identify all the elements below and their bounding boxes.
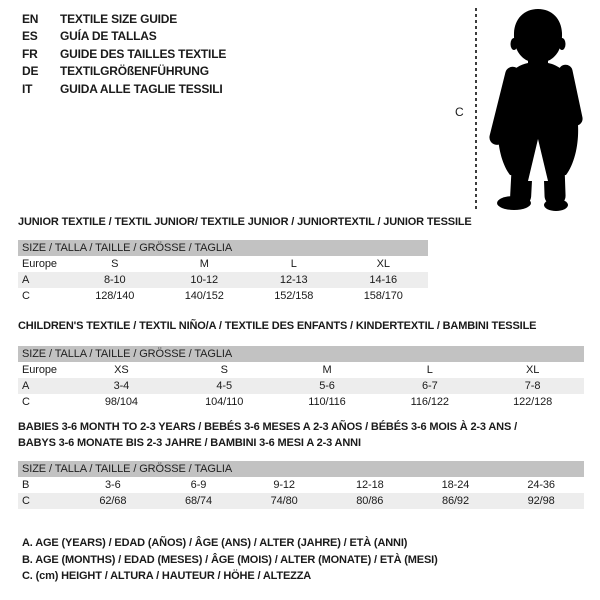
measurement-legend: [22, 535, 438, 585]
table-row: [18, 394, 584, 410]
lang-code: EN: [22, 11, 39, 26]
children-table-title: CHILDREN'S TEXTILE / TEXTIL NIÑO/A / TEXTILE DES ENFANTS / KINDERTEXTIL / BAMBINI TESSILE: [18, 320, 537, 332]
lang-code: DE: [22, 64, 39, 79]
age-cell: 12-18: [355, 479, 384, 491]
height-cell: 86/92: [441, 495, 469, 507]
row-label: Europe: [22, 364, 57, 376]
size-cell: M: [322, 364, 332, 376]
junior-size-table: [18, 256, 428, 304]
babies-table-title-line1: BABIES 3-6 MONTH TO 2-3 YEARS / BEBÉS 3-6 MESES A 2-3 AÑOS / BÉBÉS 3-6 MOIS À 2-3 ANS /: [18, 421, 517, 433]
age-cell: 12-13: [279, 274, 308, 286]
row-label: C: [22, 495, 30, 507]
table-row: [18, 378, 584, 394]
age-cell: 18-24: [441, 479, 470, 491]
footnote-age-months: B. AGE (MONTHS) / EDAD (MESES) / ÂGE (MOIS) / ALTER (MONATE) / ETÀ (MESI): [22, 553, 438, 566]
children-size-table-section: [18, 318, 584, 410]
height-cell: 116/122: [410, 396, 449, 408]
size-header-bar: SIZE / TALLA / TAILLE / GRÖSSE / TAGLIA: [18, 461, 584, 477]
age-cell: 8-10: [103, 274, 126, 286]
lang-row-de: [22, 63, 226, 81]
size-header-bar: SIZE / TALLA / TAILLE / GRÖSSE / TAGLIA: [18, 240, 428, 256]
lang-row-it: [22, 80, 226, 98]
height-cell: 62/68: [99, 495, 127, 507]
lang-title: GUIDE DES TAILLES TEXTILE: [60, 46, 227, 61]
age-cell: 10-12: [190, 274, 219, 286]
height-cell: 128/140: [95, 290, 135, 302]
height-cell: 68/74: [184, 495, 212, 507]
row-label: A: [22, 380, 30, 392]
footnote-age-years: A. AGE (YEARS) / EDAD (AÑOS) / ÂGE (ANS) / ALTER (JAHRE) / ETÀ (ANNI): [22, 537, 408, 549]
height-measure-label: C: [455, 105, 464, 119]
size-cell: XS: [114, 364, 129, 376]
age-cell: 6-7: [421, 380, 438, 392]
lang-row-fr: [22, 45, 226, 63]
age-cell: 9-12: [273, 479, 295, 491]
footnote-height-cm: C. (cm) HEIGHT / ALTURA / HAUTEUR / HÖHE / ALTEZZA: [22, 570, 312, 582]
children-size-table: [18, 362, 584, 410]
age-cell: 5-6: [319, 380, 335, 392]
size-cell: L: [290, 258, 297, 270]
language-legend: [22, 10, 226, 98]
size-cell: M: [199, 258, 209, 270]
size-header-bar: SIZE / TALLA / TAILLE / GRÖSSE / TAGLIA: [18, 346, 584, 362]
height-cell: 110/116: [308, 396, 346, 408]
table-row: [18, 477, 584, 493]
age-cell: 7-8: [524, 380, 541, 392]
lang-code: ES: [22, 29, 38, 44]
size-cell: S: [220, 364, 228, 376]
height-cell: 122/128: [513, 396, 553, 408]
lang-row-es: [22, 28, 226, 46]
table-row: [18, 272, 428, 288]
table-row: [18, 362, 584, 378]
row-label: Europe: [22, 258, 57, 270]
lang-title: GUIDA ALLE TAGLIE TESSILI: [60, 81, 223, 96]
lang-title: TEXTILGRÖßENFÜHRUNG: [60, 64, 209, 79]
height-cell: 80/86: [356, 495, 384, 507]
height-cell: 104/110: [205, 396, 244, 408]
babies-size-table: [18, 477, 584, 509]
height-cell: 98/104: [104, 396, 138, 408]
lang-code: FR: [22, 46, 38, 61]
row-label: A: [22, 274, 30, 286]
height-cell: 140/152: [184, 290, 224, 302]
age-cell: 3-4: [113, 380, 130, 392]
size-cell: L: [426, 364, 433, 376]
size-cell: XL: [376, 258, 390, 270]
table-row: [18, 256, 428, 272]
size-cell: XL: [525, 364, 540, 376]
babies-size-table-section: [18, 419, 584, 509]
age-cell: 6-9: [190, 479, 207, 491]
height-cell: 152/158: [274, 290, 314, 302]
height-cell: 92/98: [527, 495, 555, 507]
row-label: B: [22, 479, 30, 491]
height-cell: 158/170: [363, 290, 403, 302]
toddler-silhouette-image: [484, 5, 592, 211]
height-dashed-line: [475, 8, 477, 210]
age-cell: 3-6: [105, 479, 121, 491]
table-row: [18, 493, 584, 509]
junior-table-title: JUNIOR TEXTILE / TEXTIL JUNIOR/ TEXTILE JUNIOR / JUNIORTEXTIL / JUNIOR TESSILE: [18, 216, 472, 228]
row-label: C: [22, 290, 30, 302]
age-cell: 24-36: [527, 479, 555, 491]
height-cell: 74/80: [270, 495, 298, 507]
age-cell: 14-16: [369, 274, 398, 286]
size-cell: S: [111, 258, 119, 270]
lang-row-en: [22, 10, 226, 28]
age-cell: 4-5: [216, 380, 232, 392]
table-row: [18, 288, 428, 304]
lang-title: TEXTILE SIZE GUIDE: [60, 11, 178, 26]
row-label: C: [22, 396, 30, 408]
lang-code: IT: [22, 81, 33, 96]
junior-size-table-section: [18, 214, 472, 304]
lang-title: GUÍA DE TALLAS: [60, 29, 157, 44]
babies-table-title-line2: BABYS 3-6 MONATE BIS 2-3 JAHRE / BAMBINI 3-6 MESI A 2-3 ANNI: [18, 437, 361, 449]
